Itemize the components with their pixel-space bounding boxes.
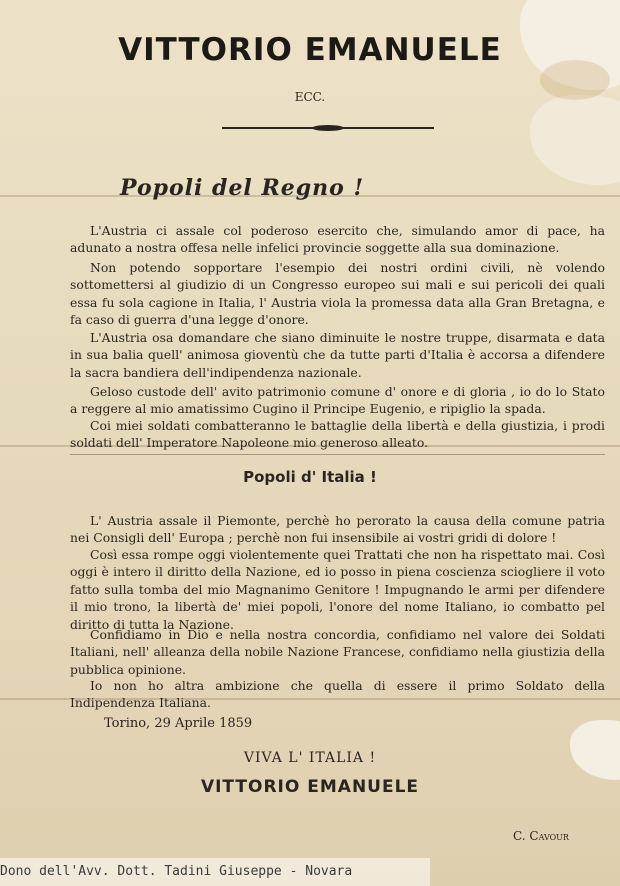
place-date: Torino, 29 Aprile 1859	[104, 716, 253, 731]
section1-paragraph: Coi miei soldati combatteranno le battaglie della libertà e della giustizia, i prodi soldati dell' Imperatore Napoleone mio generoso alleato.	[70, 418, 605, 451]
section1-paragraph: L'Austria osa domandare che siano diminuite le nostre truppe, disarmata e data in sua balia quell' animosa gioventù che da tutte parti d'Italia è accorsa a difendere la sacra bandiera dell'indipendenza nazionale.	[70, 330, 605, 380]
signature: VITTORIO EMANUELE	[200, 777, 420, 797]
section2-paragraph: Io non ho altra ambizione che quella di essere il primo Soldato della Indipendenza Italiana.	[70, 678, 605, 711]
paper-tear-right	[530, 95, 620, 185]
section1-paragraph: Geloso custode dell' avito patrimonio comune d' onore e di gloria , io do lo Stato a reggere al mio amatissimo Cugino il Principe Eugenio, e ripiglio la spada.	[70, 384, 605, 417]
page-title: VITTORIO EMANUELE	[118, 32, 502, 68]
section1-paragraph: L'Austria ci assale col poderoso esercito che, simulando amor di pace, ha adunato a nostra offesa nelle infelici provincie soggette alla sua dominazione.	[70, 223, 605, 256]
section2-paragraph: Così essa rompe oggi violentemente quei Trattati che non ha rispettato mai. Così oggi è intero il diritto della Nazione, ed io posso in piena coscienza sciogliere il voto fatto sulla tomba del mio Magnanimo Genitore ! Impugnando le armi per difendere il mio trono, la libertà de' miei popoli, l'onore del nome Italiano, io combatto pel diritto di tutta la Nazione.	[70, 547, 605, 632]
section2-paragraph: L' Austria assale il Piemonte, perchè ho perorato la causa della comune patria nei Consigli dell' Europa ; perchè non fui insensibile ai vostri gridi di dolore !	[70, 513, 605, 546]
section2-paragraph: Confidiamo in Dio e nella nostra concordia, confidiamo nel valore dei Soldati Italiani, nell' alleanza della nobile Nazione Francese, confidiamo nella giustizia della pubblica opinione.	[70, 627, 605, 677]
subtitle: ECC.	[294, 90, 326, 104]
countersignature: C. Cavour	[513, 829, 569, 843]
section-divider	[70, 454, 605, 455]
ornament-rule	[222, 127, 434, 129]
donation-stamp: Dono dell'Avv. Dott. Tadini Giuseppe - Novara	[0, 858, 430, 886]
viva-line: VIVA L' ITALIA !	[243, 750, 377, 766]
section1-heading: Popoli del Regno !	[120, 175, 365, 201]
section1-paragraph: Non potendo sopportare l'esempio dei nostri ordini civili, nè volendo sottomettersi al giudizio di un Congresso europeo sui mali e sui pericoli dei quali essa fu sola cagione in Italia, l' Austria viola la promessa data alla Gran Bretagna, e fa caso di guerra d'una legge d'onore.	[70, 260, 605, 328]
section2-heading: Popoli d' Italia !	[243, 468, 377, 486]
